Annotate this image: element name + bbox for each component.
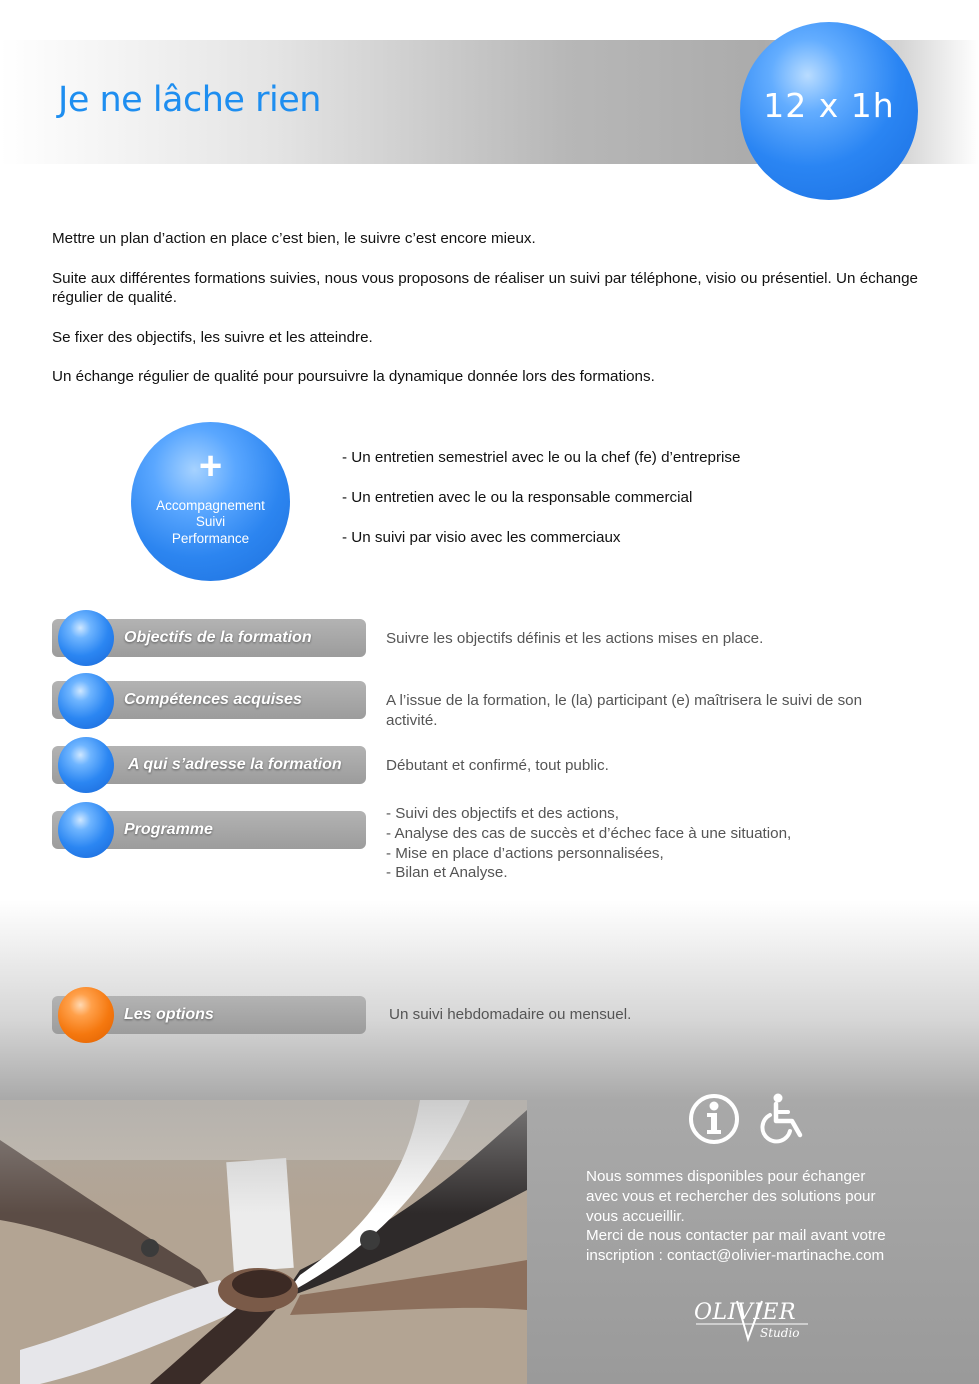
programme-line: - Suivi des objectifs et des actions, xyxy=(386,805,619,822)
logo-text: OLIVIER xyxy=(694,1300,797,1325)
programme-line: - Bilan et Analyse. xyxy=(386,864,508,882)
photo-shade xyxy=(0,1100,527,1384)
badge-line: Suivi xyxy=(195,514,226,529)
row-label-objectifs: Objectifs de la formation xyxy=(52,619,366,657)
contact-line: Merci de nous contacter par mail avant votre xyxy=(586,1227,886,1245)
duration-badge xyxy=(740,22,918,200)
blue-sphere-icon xyxy=(58,673,114,729)
contact-line: Nous sommes disponibles pour échanger xyxy=(586,1168,866,1185)
programme-line: - Mise en place d’actions personnalisées, xyxy=(386,844,664,862)
info-icons xyxy=(688,1091,818,1152)
accessibility-icons xyxy=(688,1091,818,1147)
row-text-competences: A l’issue de la formation, le (la) participant (e) maîtrisera le suivi de son activité. xyxy=(386,692,863,729)
blue-sphere-icon xyxy=(58,737,114,793)
programme-line: - Analyse des cas de succès et d’échec face à une situation, xyxy=(386,824,792,842)
intro-paragraph: Un échange régulier de qualité pour poursuivre la dynamique donnée lors des formations. xyxy=(52,368,655,385)
row-label-programme: Programme xyxy=(52,811,366,849)
intro-text xyxy=(52,229,918,407)
bullet-list xyxy=(342,449,740,569)
row-text-options: Un suivi hebdomadaire ou mensuel. xyxy=(389,1006,632,1023)
contact-info xyxy=(586,1167,926,1266)
intro-paragraph: Se fixer des objectifs, les suivre et les atteindre. xyxy=(52,328,373,346)
contact-line: inscription : contact@olivier-martinache.com xyxy=(586,1247,885,1265)
row-text-programme xyxy=(386,804,926,883)
blue-sphere-icon xyxy=(58,610,114,666)
row-label-public: A qui s’adresse la formation xyxy=(52,746,366,784)
blue-sphere-icon xyxy=(58,802,114,858)
intro-paragraph: Suite aux différentes formations suivies, nous vous proposons de réaliser un suivi par téléphone, visio ou présentiel. Un échange régulier de qualité. xyxy=(52,269,918,306)
accompagnement-badge xyxy=(131,422,290,581)
bullet-item: - Un entretien semestriel avec le ou la chef (fe) d’entreprise xyxy=(342,449,741,466)
badge-line: Performance xyxy=(171,531,250,546)
plus-icon: + xyxy=(198,444,223,488)
bullet-item: - Un suivi par visio avec les commerciaux xyxy=(342,529,621,546)
page-title: Je ne lâche rien xyxy=(58,80,321,120)
info-icon xyxy=(691,1096,737,1142)
row-text-objectifs: Suivre les objectifs définis et les actions mises en place. xyxy=(386,630,764,647)
logo-graphic xyxy=(692,1293,812,1343)
row-text-public: Débutant et confirmé, tout public. xyxy=(386,757,609,774)
team-hands-photo xyxy=(0,1100,527,1384)
duration-text: 12 x 1h xyxy=(763,85,895,125)
badge-line: Accompagnement xyxy=(156,498,265,513)
logo-subtext: Studio xyxy=(760,1326,800,1340)
orange-sphere-icon xyxy=(58,987,114,1043)
contact-line: vous accueillir. xyxy=(586,1207,685,1225)
wheelchair-icon xyxy=(762,1094,800,1142)
contact-line: avec vous et rechercher des solutions pour xyxy=(586,1187,876,1205)
olivier-studio-logo xyxy=(692,1293,812,1343)
row-label-competences: Compétences acquises xyxy=(52,681,366,719)
bullet-item: - Un entretien avec le ou la responsable commercial xyxy=(342,489,693,506)
row-label-options: Les options xyxy=(52,996,366,1034)
intro-paragraph: Mettre un plan d’action en place c’est bien, le suivre c’est encore mieux. xyxy=(52,230,536,247)
